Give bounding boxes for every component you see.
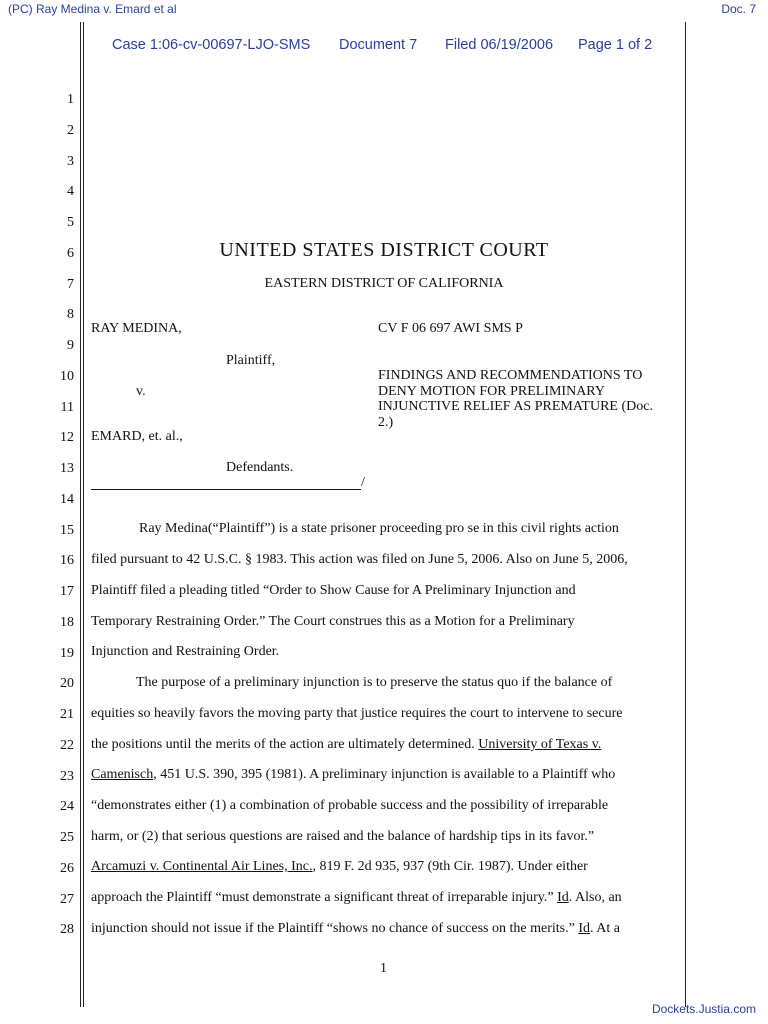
line-number: 17	[60, 584, 74, 599]
body-text-segment: . At a	[590, 921, 620, 936]
body-line-17: Plaintiff filed a pleading titled “Order to Show Cause for A Preliminary Injunction and	[91, 583, 576, 598]
line-number: 25	[60, 830, 74, 845]
body-line-16: filed pursuant to 42 U.S.C. § 1983. This action was filed on June 5, 2006. Also on June 5, 2006,	[91, 552, 628, 567]
document-number-header: Document 7	[339, 37, 418, 53]
line-number: 15	[60, 522, 74, 538]
body-line-22	[91, 737, 601, 753]
body-line-20: The purpose of a preliminary injunction is to preserve the status quo if the balance of	[136, 675, 613, 690]
line-number: 11	[60, 399, 74, 415]
line-number: 4	[67, 184, 74, 200]
plaintiff-name: RAY MEDINA,	[91, 321, 182, 336]
body-text-segment: approach the Plaintiff “must demonstrate a significant threat of irreparable injury.”	[91, 890, 558, 905]
case-citation: University of Texas v.	[478, 737, 602, 752]
justia-footer-link[interactable]: Dockets.Justia.com	[651, 1002, 756, 1016]
body-line-18: Temporary Restraining Order.” The Court construes this as a Motion for a Preliminary	[91, 614, 575, 629]
line-number: 23	[60, 768, 74, 784]
document-title-line: INJUNCTIVE RELIEF AS PREMATURE (Doc.	[378, 399, 653, 414]
filed-date-header: Filed 06/19/2006	[445, 37, 554, 53]
body-line-19: Injunction and Restraining Order.	[91, 644, 280, 659]
line-number: 5	[67, 215, 74, 230]
versus: v.	[136, 384, 146, 399]
body-line-21: equities so heavily favors the moving party that justice requires the court to intervene to secure	[91, 706, 623, 721]
case-number-header: Case 1:06-cv-00697-LJO-SMS	[112, 37, 311, 53]
line-number: 13	[60, 461, 74, 476]
caption-divider	[91, 489, 361, 490]
body-text-segment: . Also, an	[568, 890, 622, 905]
document-title	[378, 368, 653, 430]
line-number: 19	[60, 645, 74, 661]
body-line-28	[91, 921, 620, 937]
line-number: 27	[60, 891, 74, 907]
left-margin-rule-inner	[83, 22, 84, 1007]
line-number: 2	[67, 122, 74, 138]
line-number: 18	[60, 614, 74, 630]
case-citation: Camenisch	[91, 767, 154, 782]
body-text-segment: , 451 U.S. 390, 395 (1981). A preliminary injunction is available to a Plaintiff who	[153, 767, 616, 782]
line-number: 7	[67, 276, 74, 292]
body-line-25: harm, or (2) that serious questions are raised and the balance of hardship tips in its favor.”	[91, 829, 595, 844]
plaintiff-label: Plaintiff,	[226, 353, 276, 368]
line-number: 9	[67, 338, 74, 353]
document-title-line: FINDINGS AND RECOMMENDATIONS TO	[378, 368, 643, 383]
case-citation: Arcamuzi v. Continental Air Lines, Inc.	[91, 859, 313, 874]
line-number: 21	[60, 707, 74, 722]
line-number: 26	[60, 860, 74, 876]
body-line-27	[91, 890, 622, 906]
line-number: 16	[60, 553, 74, 569]
line-number: 3	[67, 153, 74, 169]
body-text-segment: injunction should not issue if the Plaintiff “shows no chance of success on the merits.”	[91, 921, 579, 936]
line-number: 8	[67, 307, 74, 323]
document-title-line: 2.)	[378, 414, 394, 430]
body-line-23	[91, 767, 615, 783]
line-number: 6	[67, 245, 74, 261]
body-text-segment: , 819 F. 2d 935, 937 (9th Cir. 1987). Under either	[312, 859, 588, 874]
body-line-15: Ray Medina(“Plaintiff”) is a state prisoner proceeding pro se in this civil rights action	[139, 521, 619, 536]
document-title-line: DENY MOTION FOR PRELIMINARY	[378, 383, 605, 399]
case-citation: Id	[578, 921, 590, 936]
caption-slash: /	[361, 475, 365, 490]
line-number: 22	[60, 737, 74, 753]
line-number: 14	[60, 491, 74, 507]
line-number: 12	[60, 430, 74, 446]
page-number: 1	[380, 961, 387, 976]
case-citation: Id	[557, 890, 569, 905]
source-case-link[interactable]: (PC) Ray Medina v. Emard et al	[8, 2, 177, 16]
left-margin-rule-outer	[80, 22, 81, 1007]
line-number: 20	[60, 676, 74, 692]
case-number: CV F 06 697 AWI SMS P	[378, 321, 523, 336]
body-line-24: “demonstrates either (1) a combination of probable success and the possibility of irreparable	[91, 798, 609, 813]
line-number: 28	[60, 922, 74, 938]
doc-number-link[interactable]: Doc. 7	[721, 2, 756, 16]
defendant-label: Defendants.	[226, 460, 294, 475]
body-text-segment: the positions until the merits of the action are ultimately determined.	[91, 737, 479, 752]
line-number: 1	[67, 92, 74, 107]
line-number: 10	[60, 368, 74, 384]
page-count-header: Page 1 of 2	[578, 37, 653, 53]
defendant-name: EMARD, et. al.,	[91, 429, 183, 444]
line-number: 24	[60, 799, 74, 815]
body-line-26	[91, 859, 588, 875]
right-margin-rule	[685, 22, 686, 1007]
court-district: EASTERN DISTRICT OF CALIFORNIA	[264, 276, 504, 291]
court-title: UNITED STATES DISTRICT COURT	[219, 239, 549, 261]
